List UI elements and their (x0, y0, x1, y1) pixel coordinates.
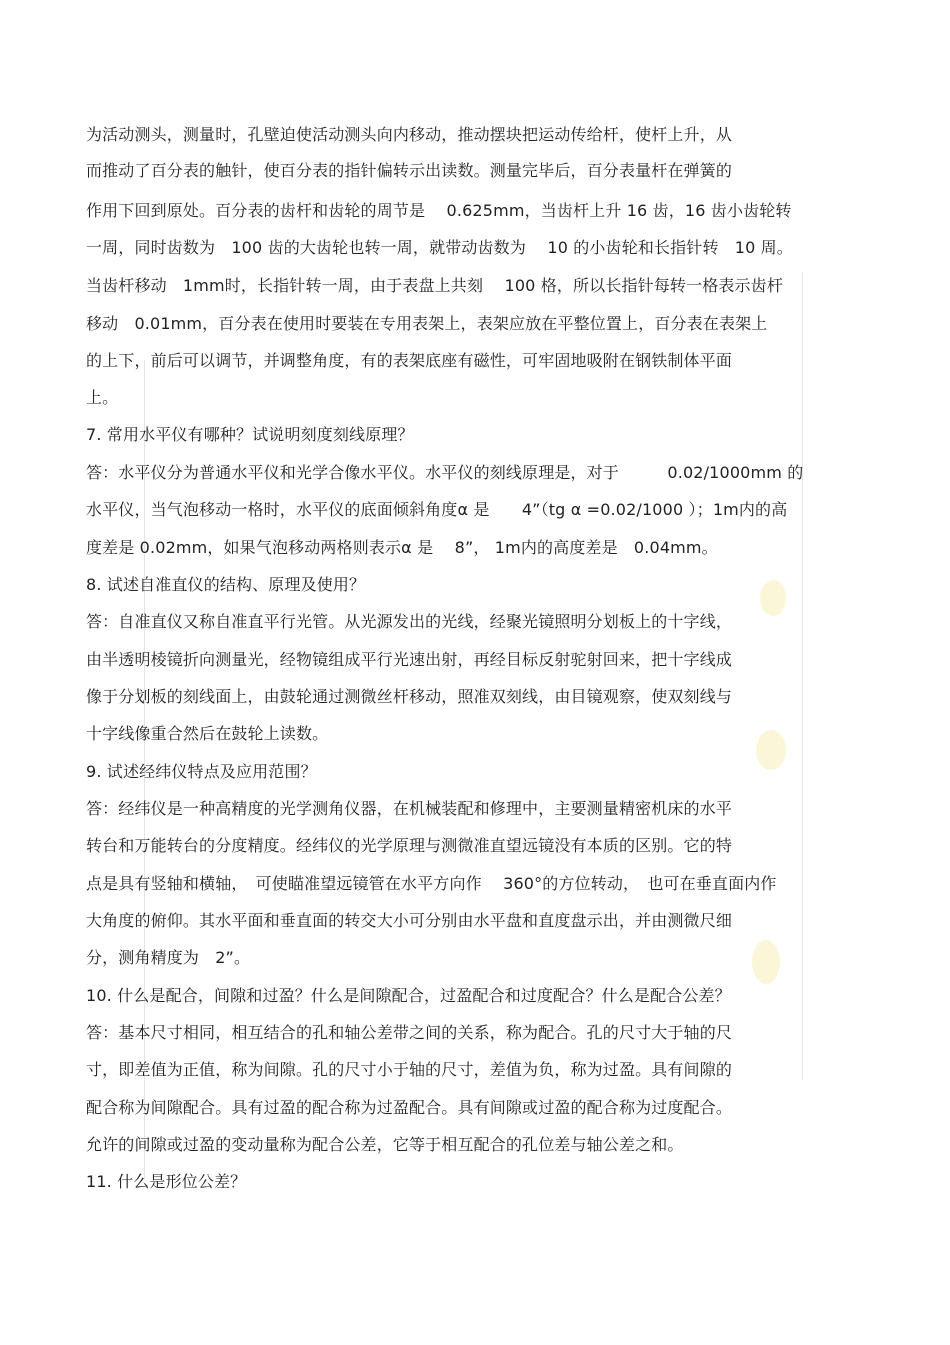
text-line: 水平仪，当气泡移动一格时，水平仪的底面倾斜角度α 是 4”（tg α =0.02/1000 ）；1m内的高 (86, 500, 788, 519)
text-line: 为活动测头，测量时，孔壁迫使活动测头向内移动，推动摆块把运动传给杆，使杆上升，从 (86, 125, 733, 144)
text-line: 十字线像重合然后在鼓轮上读数。 (86, 724, 329, 743)
text-line: 大角度的俯仰。其水平面和垂直面的转交大小可分别由水平盘和直度盘示出，并由测微尺细 (86, 911, 733, 930)
text-line: 而推动了百分表的触针，使百分表的指针偏转示出读数。测量完毕后，百分表量杆在弹簧的 (86, 161, 733, 180)
question-heading: 9. 试述经纬仪特点及应用范围？ (86, 762, 317, 781)
text-line: 答：经纬仪是一种高精度的光学测角仪器，在机械装配和修理中，主要测量精密机床的水平 (86, 799, 733, 818)
text-line: 作用下回到原处。百分表的齿杆和齿轮的周节是 0.625mm，当齿杆上升 16 齿，16 齿小齿轮转 (86, 201, 792, 220)
text-line: 的上下，前后可以调节，并调整角度，有的表架底座有磁性，可牢固地吸附在钢铁制体平面 (86, 351, 733, 370)
question-heading: 11. 什么是形位公差？ (86, 1172, 247, 1191)
text-line: 点是具有竖轴和横轴， 可使瞄准望远镜管在水平方向作 360°的方位转动， 也可在垂直面内作 (86, 874, 777, 893)
question-heading: 8. 试述自准直仪的结构、原理及使用？ (86, 575, 366, 594)
text-line: 像于分划板的刻线面上，由鼓轮通过测微丝杆移动，照准双刻线，由目镜观察，使双刻线与 (86, 687, 733, 706)
text-line: 答：自准直仪又称自准直平行光管。从光源发出的光线，经聚光镜照明分划板上的十字线， (86, 612, 733, 631)
text-line: 由半透明棱镜折向测量光，经物镜组成平行光速出射，再经目标反射驼射回来，把十字线成 (86, 650, 733, 669)
text-line: 允许的间隙或过盈的变动量称为配合公差，它等于相互配合的孔位差与轴公差之和。 (86, 1135, 684, 1154)
question-heading: 10. 什么是配合，间隙和过盈？什么是间隙配合，过盈配合和过度配合？什么是配合公差？ (86, 986, 731, 1005)
text-line: 转台和万能转台的分度精度。经纬仪的光学原理与测微准直望远镜没有本质的区别。它的特 (86, 836, 733, 855)
text-line: 当齿杆移动 1mm时，长指针转一周，由于表盘上共刻 100 格，所以长指针每转一格表示齿杆 (86, 276, 783, 295)
text-line: 度差是 0.02mm，如果气泡移动两格则表示α 是 8”， 1m内的高度差是 0.04mm。 (86, 538, 718, 557)
text-line: 一周，同时齿数为 100 齿的大齿轮也转一周，就带动齿数为 10 的小齿轮和长指针转 10 周。 (86, 238, 793, 257)
text-line: 上。 (86, 388, 119, 407)
question-heading: 7. 常用水平仪有哪种？试说明刻度刻线原理？ (86, 425, 414, 444)
text-line: 答：水平仪分为普通水平仪和光学合像水平仪。水平仪的刻线原理是，对于 0.02/1000mm 的 (86, 463, 804, 482)
text-line: 答：基本尺寸相同，相互结合的孔和轴公差带之间的关系，称为配合。孔的尺寸大于轴的尺 (86, 1023, 733, 1042)
text-line: 寸，即差值为正值，称为间隙。孔的尺寸小于轴的尺寸，差值为负，称为过盈。具有间隙的 (86, 1060, 733, 1079)
text-line: 配合称为间隙配合。具有过盈的配合称为过盈配合。具有间隙或过盈的配合称为过度配合。 (86, 1098, 733, 1117)
text-line: 分，测角精度为 2”。 (86, 948, 251, 967)
text-line: 移动 0.01mm，百分表在使用时要装在专用表架上，表架应放在平整位置上，百分表在表架上 (86, 314, 768, 333)
